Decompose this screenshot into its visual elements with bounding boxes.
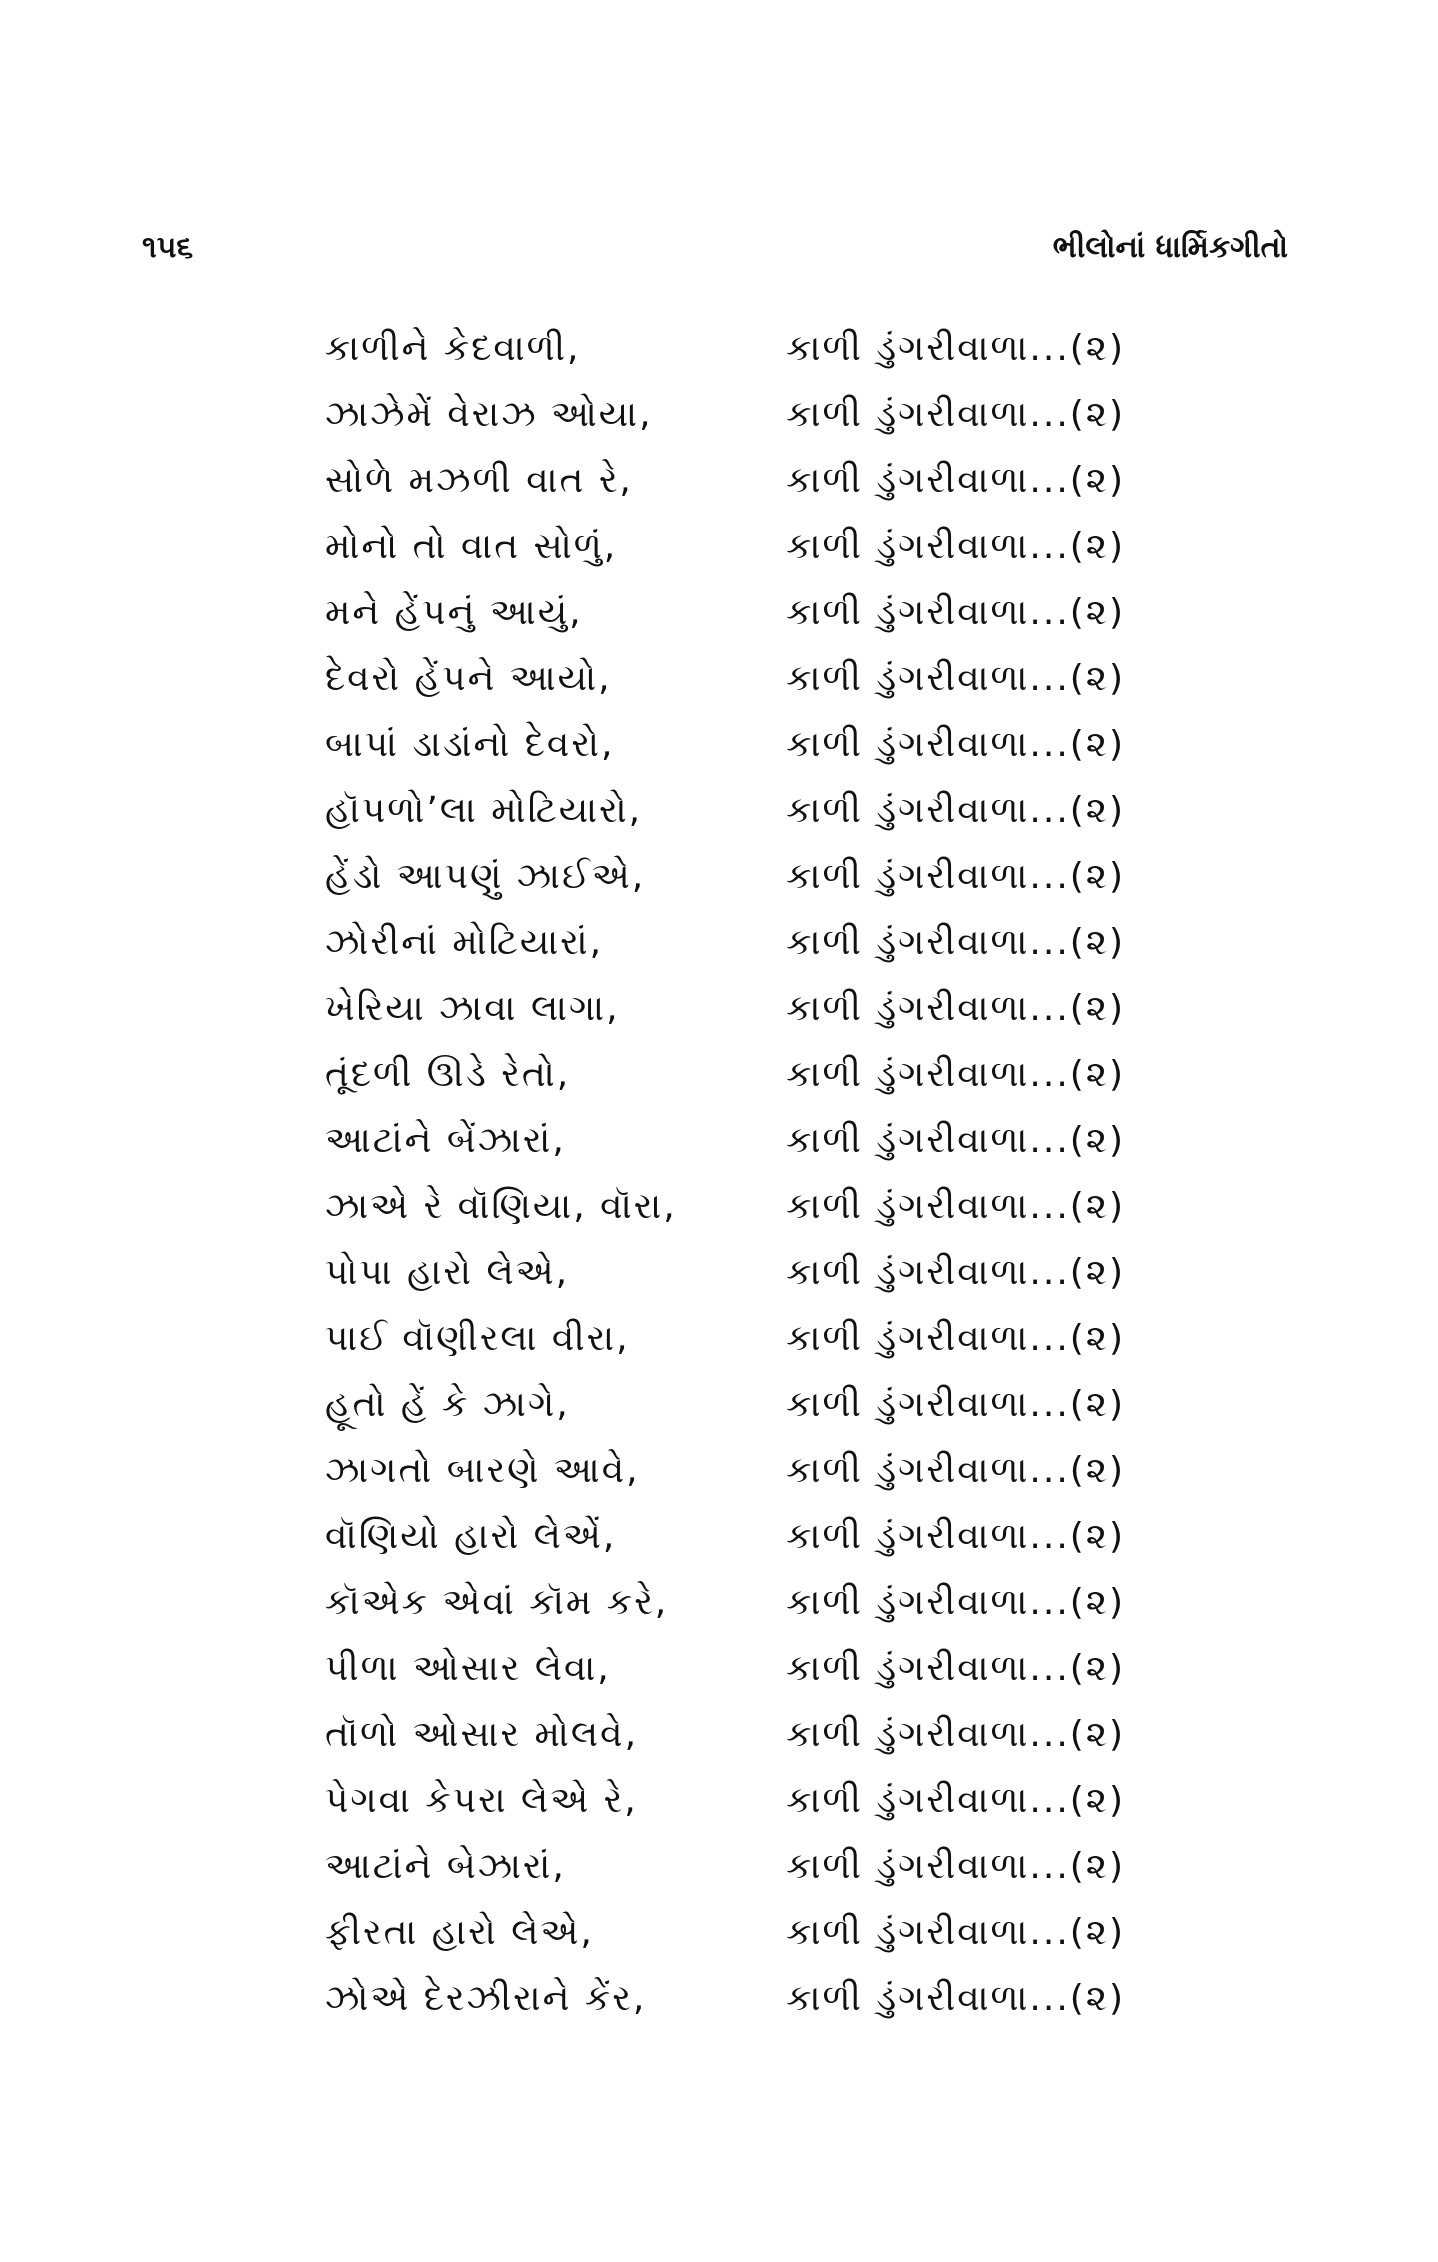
verse-line [325,1240,1125,1306]
page-number: ૧૫૬ [142,229,194,265]
verse-line [325,712,1125,778]
refrain-text: કાળી ડુંગરીવાળા...(૨) [786,1648,1125,1689]
refrain-text: કાળી ડુંગરીવાળા...(૨) [786,1450,1125,1491]
verse-text: પાઈ વૉણીરલા વીરા, [325,1318,630,1359]
verse-text: મોનો તો વાત સોળું, [325,526,618,567]
verse-text: હૂતો હેં કે ઝાગે, [325,1384,570,1425]
refrain-text: કાળી ડુંગરીવાળા...(૨) [786,922,1125,963]
verse-line [325,448,1125,514]
verse-line [325,514,1125,580]
verse-line [325,976,1125,1042]
verse-line [325,646,1125,712]
verse-text: ઝોએ દેરઝીરાને કેંર, [325,1978,647,2019]
verse-text: પીળા ઓસાર લેવા, [325,1648,611,1689]
verse-line [325,1504,1125,1570]
verse-line [325,1306,1125,1372]
song-verses [325,316,1125,2032]
verse-text: આટાંને બેઝારાં, [325,1846,566,1887]
refrain-text: કાળી ડુંગરીવાળા...(૨) [786,1252,1125,1293]
verse-text: ઝોરીનાં મોટિયારાં, [325,922,604,963]
verse-text: હૉપળો’લા મોટિયારો, [325,790,643,831]
refrain-text: કાળી ડુંગરીવાળા...(૨) [786,1978,1125,2019]
verse-text: ફીરતા હારો લેએ, [325,1912,594,1953]
verse-line [325,1174,1125,1240]
refrain-text: કાળી ડુંગરીવાળા...(૨) [786,394,1125,435]
verse-line [325,1108,1125,1174]
verse-text: પોપા હારો લેએ, [325,1252,570,1293]
refrain-text: કાળી ડુંગરીવાળા...(૨) [786,1912,1125,1953]
refrain-text: કાળી ડુંગરીવાળા...(૨) [786,856,1125,897]
verse-text: સોળે મઝળી વાત રે, [325,460,633,501]
verse-line [325,1042,1125,1108]
verse-line [325,316,1125,382]
page-header [142,222,1288,272]
verse-line [325,1438,1125,1504]
verse-text: હેંડો આપણું ઝાઈએ, [325,856,646,897]
verse-line [325,580,1125,646]
verse-line [325,382,1125,448]
refrain-text: કાળી ડુંગરીવાળા...(૨) [786,1516,1125,1557]
refrain-text: કાળી ડુંગરીવાળા...(૨) [786,526,1125,567]
refrain-text: કાળી ડુંગરીવાળા...(૨) [786,1714,1125,1755]
refrain-text: કાળી ડુંગરીવાળા...(૨) [786,790,1125,831]
verse-line [325,1636,1125,1702]
refrain-text: કાળી ડુંગરીવાળા...(૨) [786,1318,1125,1359]
refrain-text: કાળી ડુંગરીવાળા...(૨) [786,460,1125,501]
running-title: ભીલોનાં ધાર્મિકગીતો [1052,229,1288,265]
refrain-text: કાળી ડુંગરીવાળા...(૨) [786,988,1125,1029]
refrain-text: કાળી ડુંગરીવાળા...(૨) [786,1582,1125,1623]
verse-line [325,1768,1125,1834]
refrain-text: કાળી ડુંગરીવાળા...(૨) [786,658,1125,699]
verse-text: ખેરિયા ઝાવા લાગા, [325,988,620,1029]
verse-line [325,1966,1125,2032]
verse-text: ઝાઝેમેં વેરાઝ ઓયા, [325,394,653,435]
refrain-text: કાળી ડુંગરીવાળા...(૨) [786,1384,1125,1425]
verse-text: આટાંને બેંઝારાં, [325,1120,566,1161]
verse-text: કૉએક એવાં કૉમ કરે, [325,1582,669,1623]
refrain-text: કાળી ડુંગરીવાળા...(૨) [786,1120,1125,1161]
refrain-text: કાળી ડુંગરીવાળા...(૨) [786,1186,1125,1227]
refrain-text: કાળી ડુંગરીવાળા...(૨) [786,1846,1125,1887]
refrain-text: કાળી ડુંગરીવાળા...(૨) [786,1780,1125,1821]
refrain-text: કાળી ડુંગરીવાળા...(૨) [786,592,1125,633]
verse-text: બાપાં ડાડાંનો દેવરો, [325,724,615,765]
refrain-text: કાળી ડુંગરીવાળા...(૨) [786,328,1125,369]
verse-text: દેવરો હેંપને આયો, [325,658,612,699]
verse-line [325,1570,1125,1636]
verse-line [325,1702,1125,1768]
verse-text: ઝાએ રે વૉણિયા, વૉરા, [325,1186,677,1227]
verse-line [325,910,1125,976]
verse-text: વૉણિયો હારો લેએં, [325,1516,617,1557]
verse-text: પેગવા કેપરા લેએ રે, [325,1780,638,1821]
verse-line [325,778,1125,844]
verse-text: કાળીને કેદવાળી, [325,328,581,369]
verse-text: ઝાગતો બારણે આવે, [325,1450,640,1491]
verse-text: મને હેંપનું આયું, [325,592,583,633]
refrain-text: કાળી ડુંગરીવાળા...(૨) [786,724,1125,765]
verse-line [325,844,1125,910]
verse-line [325,1834,1125,1900]
verse-line [325,1372,1125,1438]
verse-text: તૉળો ઓસાર મોલવે, [325,1714,639,1755]
verse-text: તૂંદળી ઊડે રેતો, [325,1054,571,1095]
refrain-text: કાળી ડુંગરીવાળા...(૨) [786,1054,1125,1095]
verse-line [325,1900,1125,1966]
